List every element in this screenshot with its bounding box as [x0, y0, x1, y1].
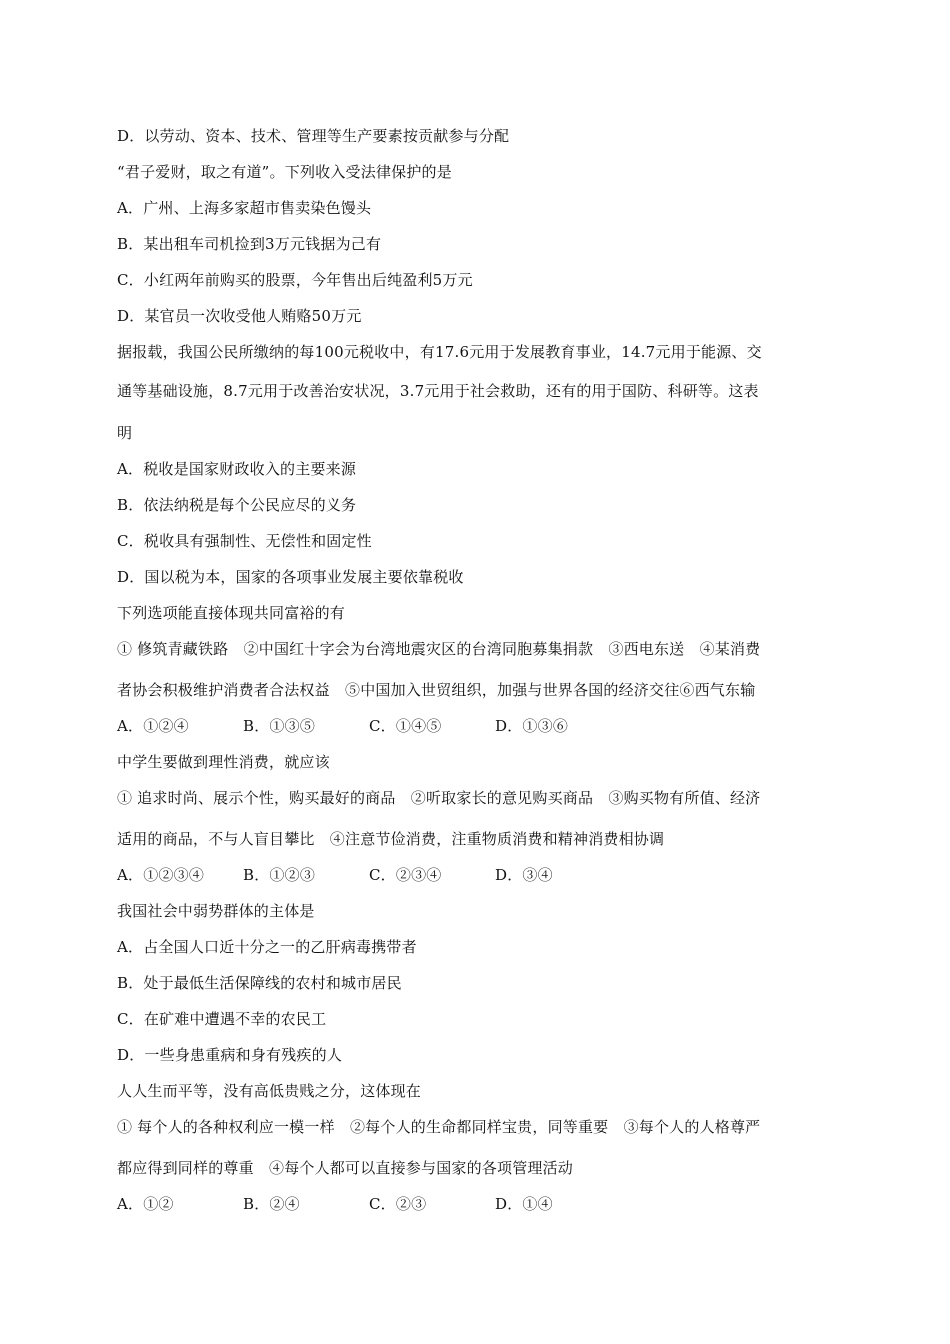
answer-option: A．①②④	[117, 717, 189, 735]
option-line: D．国以税为本，国家的各项事业发展主要依靠税收	[117, 568, 464, 586]
question-stem: 中学生要做到理性消费，就应该	[117, 753, 330, 771]
answer-option: B．①③⑤	[243, 717, 316, 735]
question-stem: 明	[117, 424, 133, 442]
answer-option: B．②④	[243, 1195, 300, 1213]
option-line: C．小红两年前购买的股票，今年售出后纯盈利5万元	[117, 271, 473, 289]
answer-option: D．①④	[495, 1195, 553, 1213]
statement-line: 适用的商品，不与人盲目攀比 ④注意节俭消费，注重物质消费和精神消费相协调	[117, 830, 665, 848]
option-line: D．某官员一次收受他人贿赂50万元	[117, 307, 362, 325]
question-stem: 下列选项能直接体现共同富裕的有	[117, 604, 346, 622]
option-line: B．依法纳税是每个公民应尽的义务	[117, 496, 357, 514]
answer-option: A．①②③④	[117, 866, 205, 884]
answer-option: D．③④	[495, 866, 553, 884]
option-line: A．税收是国家财政收入的主要来源	[117, 460, 357, 478]
question-stem: 通等基础设施，8.7元用于改善治安状况，3.7元用于社会救助，还有的用于国防、科研等。这表	[117, 382, 759, 400]
option-line: D．以劳动、资本、技术、管理等生产要素按贡献参与分配	[117, 127, 510, 145]
answer-options-row	[117, 865, 847, 885]
question-stem: 人人生而平等，没有高低贵贱之分，这体现在	[117, 1082, 422, 1100]
answer-option: C．②③	[369, 1195, 427, 1213]
question-stem: 我国社会中弱势群体的主体是	[117, 902, 315, 920]
answer-option: A．①②	[117, 1195, 174, 1213]
option-line: C．税收具有强制性、无偿性和固定性	[117, 532, 372, 550]
option-line: A．广州、上海多家超市售卖染色馒头	[117, 199, 372, 217]
statement-line: ① 修筑青藏铁路 ②中国红十字会为台湾地震灾区的台湾同胞募集捐款 ③西电东送 ④某消费	[117, 640, 761, 658]
option-line: B．某出租车司机捡到3万元钱据为己有	[117, 235, 382, 253]
answer-option: C．①④⑤	[369, 717, 442, 735]
answer-option: C．②③④	[369, 866, 442, 884]
answer-options-row	[117, 716, 847, 736]
answer-option: B．①②③	[243, 866, 316, 884]
question-stem: 据报载，我国公民所缴纳的每100元税收中，有17.6元用于发展教育事业，14.7元用于能源、交	[117, 343, 762, 361]
statement-line: ① 每个人的各种权利应一模一样 ②每个人的生命都同样宝贵，同等重要 ③每个人的人格尊严	[117, 1118, 761, 1136]
question-stem: “君子爱财，取之有道”。下列收入受法律保护的是	[117, 163, 452, 181]
option-line: C．在矿难中遭遇不幸的农民工	[117, 1010, 327, 1028]
statement-line: 者协会积极维护消费者合法权益 ⑤中国加入世贸组织，加强与世界各国的经济交往⑥西气东输	[117, 681, 756, 699]
statement-line: 都应得到同样的尊重 ④每个人都可以直接参与国家的各项管理活动	[117, 1159, 574, 1177]
option-line: D．一些身患重病和身有残疾的人	[117, 1046, 343, 1064]
option-line: B．处于最低生活保障线的农村和城市居民	[117, 974, 402, 992]
answer-options-row	[117, 1194, 847, 1214]
statement-line: ① 追求时尚、展示个性，购买最好的商品 ②听取家长的意见购买商品 ③购买物有所值、经济	[117, 789, 761, 807]
option-line: A．占全国人口近十分之一的乙肝病毒携带者	[117, 938, 417, 956]
answer-option: D．①③⑥	[495, 717, 569, 735]
